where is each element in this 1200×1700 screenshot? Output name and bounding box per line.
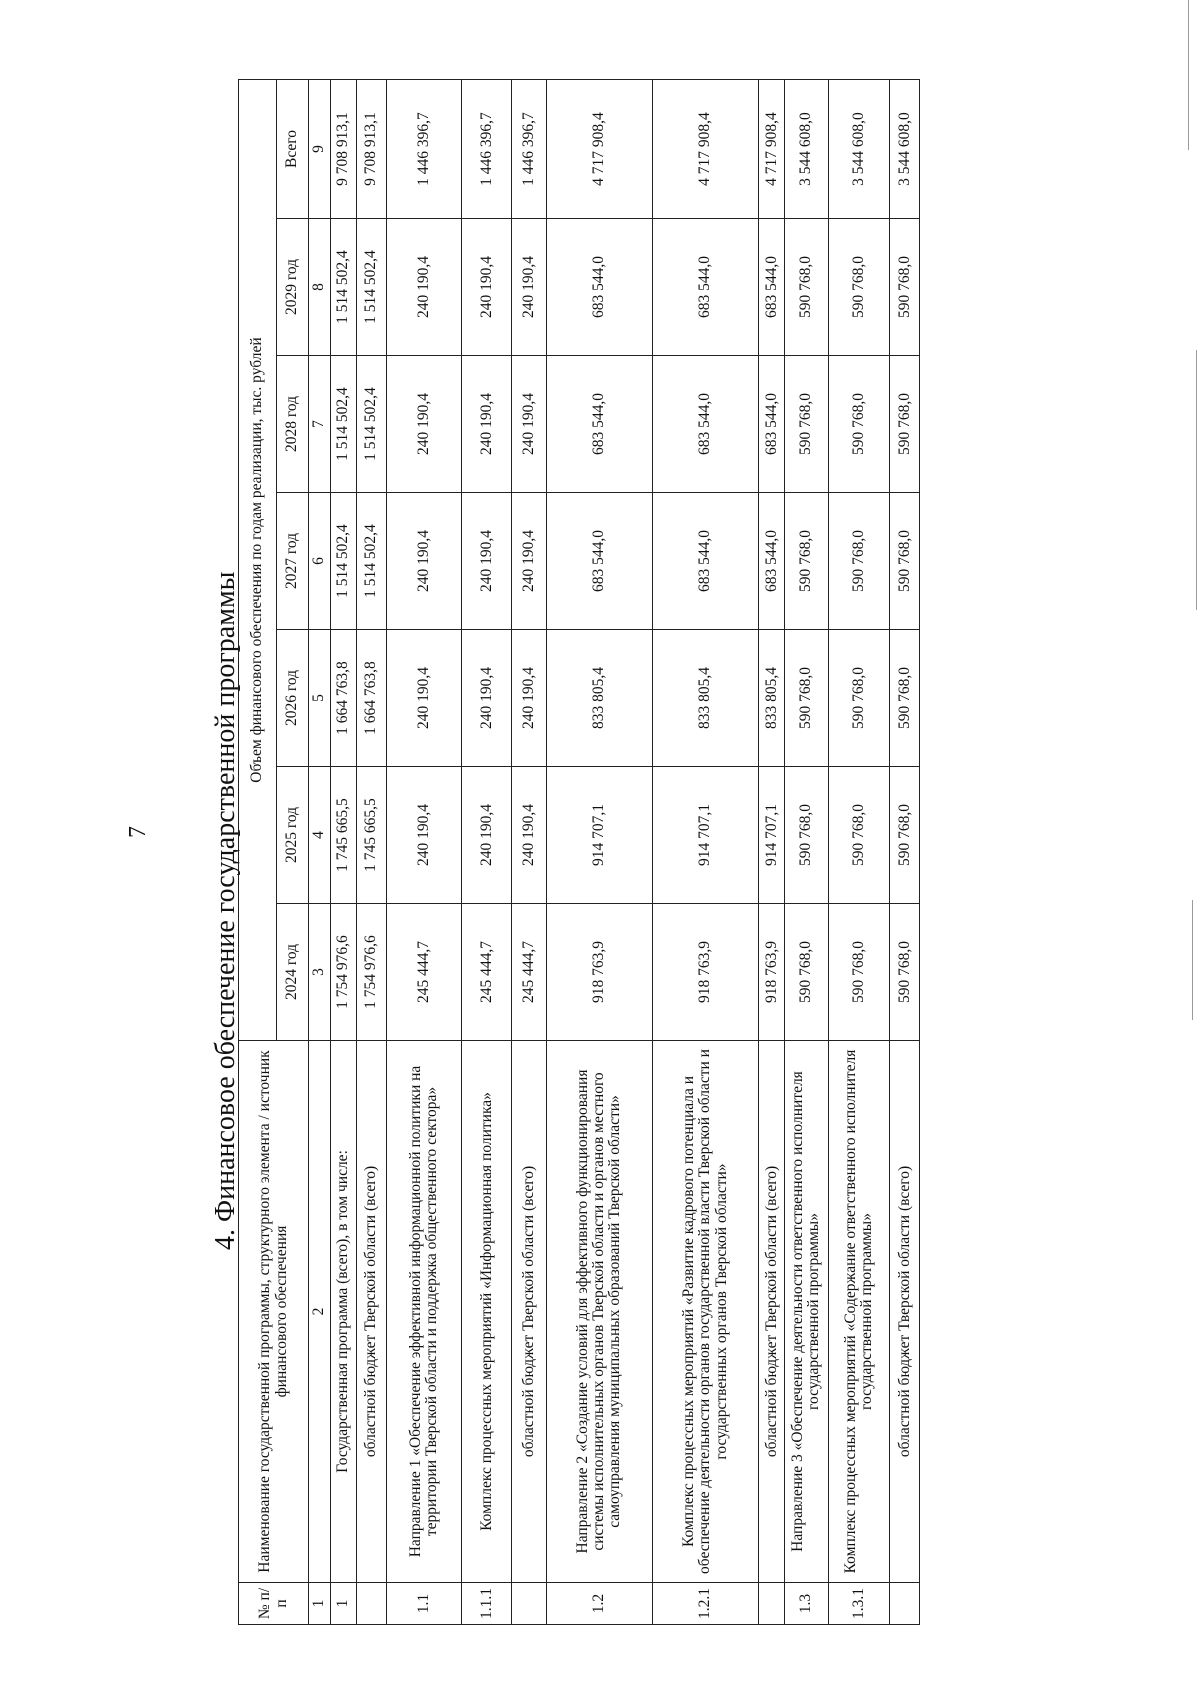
row-year-value: 240 190,4 [386,630,461,767]
row-name: областной бюджет Тверской области (всего) [357,1041,387,1583]
row-year-value: 590 768,0 [828,904,890,1041]
index-cell: 1 [309,1583,331,1625]
row-year-value: 683 544,0 [652,219,758,356]
row-year-value: 240 190,4 [462,493,512,630]
table-row [462,80,512,1625]
row-year-value: 240 190,4 [512,356,546,493]
row-name: Комплекс процессных мероприятий «Информационная политика» [462,1041,512,1583]
index-cell: 8 [309,219,331,356]
row-total-value: 9 708 913,1 [357,80,387,219]
row-year-value: 240 190,4 [386,767,461,904]
table-row [512,80,546,1625]
row-year-value: 1 745 665,5 [357,767,387,904]
row-name: Комплекс процессных мероприятий «Развитие кадрового потенциала и обеспечение деятельности органов государственной власти Тверской области и государственных органов Тверской области» [652,1041,758,1583]
header-year: 2024 год [277,904,309,1041]
row-year-value: 240 190,4 [462,219,512,356]
scan-artifact [1188,0,1189,150]
row-year-value: 1 754 976,6 [331,904,357,1041]
row-year-value: 1 514 502,4 [331,493,357,630]
table-row [785,80,828,1625]
row-year-value: 590 768,0 [828,767,890,904]
page-number: 7 [125,826,151,838]
row-year-value: 683 544,0 [759,493,785,630]
row-year-value: 833 805,4 [546,630,652,767]
index-cell: 5 [309,630,331,767]
row-year-value: 683 544,0 [759,356,785,493]
row-year-value: 240 190,4 [512,219,546,356]
row-year-value: 1 745 665,5 [331,767,357,904]
scan-artifact [1196,350,1197,610]
row-year-value: 833 805,4 [759,630,785,767]
row-number: 1.3 [785,1583,828,1625]
scan-artifact [1192,900,1193,1020]
row-year-value: 590 768,0 [890,767,920,904]
header-volume: Объем финансового обеспечения по годам реализации, тыс. рублей [239,80,277,1041]
row-number: 1.1 [386,1583,461,1625]
row-total-value: 3 544 608,0 [890,80,920,219]
row-number: 1 [331,1583,357,1625]
row-year-value: 240 190,4 [512,493,546,630]
row-year-value: 1 664 763,8 [331,630,357,767]
row-year-value: 1 514 502,4 [357,493,387,630]
row-total-value: 1 446 396,7 [512,80,546,219]
row-year-value: 918 763,9 [546,904,652,1041]
row-year-value: 240 190,4 [462,767,512,904]
row-name: Комплекс процессных мероприятий «Содержание ответственного исполнителя государственной программы» [828,1041,890,1583]
index-cell: 9 [309,80,331,219]
row-name: Направление 1 «Обеспечение эффективной информационной политики на территории Тверской области и поддержка общественного сектора» [386,1041,461,1583]
row-year-value: 683 544,0 [652,493,758,630]
table-body [331,80,920,1625]
row-number: 1.1.1 [462,1583,512,1625]
header-year: 2029 год [277,219,309,356]
header-total: Всего [277,80,309,219]
table-row [331,80,357,1625]
table-row [652,80,758,1625]
row-year-value: 245 444,7 [386,904,461,1041]
header-num: № п/п [239,1583,309,1625]
row-year-value: 590 768,0 [785,767,828,904]
row-year-value: 914 707,1 [652,767,758,904]
row-total-value: 4 717 908,4 [759,80,785,219]
section-title: 4. Финансовое обеспечение государственной программы [210,571,241,1250]
row-year-value: 590 768,0 [828,630,890,767]
row-year-value: 1 514 502,4 [331,356,357,493]
table-row [759,80,785,1625]
row-total-value: 4 717 908,4 [546,80,652,219]
row-total-value: 3 544 608,0 [785,80,828,219]
header-year: 2028 год [277,356,309,493]
row-year-value: 1 514 502,4 [357,356,387,493]
row-total-value: 3 544 608,0 [828,80,890,219]
row-year-value: 245 444,7 [462,904,512,1041]
index-cell: 3 [309,904,331,1041]
row-year-value: 590 768,0 [890,630,920,767]
row-number [759,1583,785,1625]
row-year-value: 918 763,9 [759,904,785,1041]
row-total-value: 1 446 396,7 [462,80,512,219]
table-row [546,80,652,1625]
row-year-value: 240 190,4 [462,630,512,767]
table-row [890,80,920,1625]
header-year: 2025 год [277,767,309,904]
index-cell: 6 [309,493,331,630]
row-number: 1.3.1 [828,1583,890,1625]
row-year-value: 590 768,0 [890,904,920,1041]
row-name: Направление 3 «Обеспечение деятельности ответственного исполнителя государственной программы» [785,1041,828,1583]
row-name: Направление 2 «Создание условий для эффективного функционирования системы исполнительных органов Тверской области и органов местного самоуправления муниципальных образований Тверской области» [546,1041,652,1583]
row-year-value: 1 754 976,6 [357,904,387,1041]
row-year-value: 1 514 502,4 [357,219,387,356]
row-name: областной бюджет Тверской области (всего) [759,1041,785,1583]
row-year-value: 833 805,4 [652,630,758,767]
row-total-value: 4 717 908,4 [652,80,758,219]
row-year-value: 914 707,1 [759,767,785,904]
row-year-value: 683 544,0 [652,356,758,493]
row-year-value: 683 544,0 [546,219,652,356]
row-number [890,1583,920,1625]
row-number: 1.2 [546,1583,652,1625]
row-year-value: 590 768,0 [828,356,890,493]
header-year: 2026 год [277,630,309,767]
row-year-value: 914 707,1 [546,767,652,904]
row-year-value: 590 768,0 [785,219,828,356]
row-year-value: 590 768,0 [785,904,828,1041]
finance-table [238,79,920,1625]
row-year-value: 590 768,0 [890,219,920,356]
row-year-value: 590 768,0 [828,493,890,630]
row-year-value: 590 768,0 [785,493,828,630]
row-total-value: 1 446 396,7 [386,80,461,219]
row-year-value: 240 190,4 [512,767,546,904]
row-year-value: 683 544,0 [759,219,785,356]
row-year-value: 240 190,4 [462,356,512,493]
row-year-value: 683 544,0 [546,356,652,493]
row-number: 1.2.1 [652,1583,758,1625]
row-year-value: 590 768,0 [785,356,828,493]
row-year-value: 240 190,4 [512,630,546,767]
row-year-value: 683 544,0 [546,493,652,630]
table-row [828,80,890,1625]
row-year-value: 240 190,4 [386,493,461,630]
rotated-table-wrapper [238,80,920,1625]
table-row [357,80,387,1625]
row-year-value: 240 190,4 [386,356,461,493]
row-number [512,1583,546,1625]
index-cell: 2 [309,1041,331,1583]
row-number [357,1583,387,1625]
row-year-value: 590 768,0 [890,356,920,493]
row-year-value: 1 664 763,8 [357,630,387,767]
table-row [386,80,461,1625]
row-year-value: 245 444,7 [512,904,546,1041]
header-year: 2027 год [277,493,309,630]
index-cell: 4 [309,767,331,904]
row-name: Государственная программа (всего), в том числе: [331,1041,357,1583]
row-year-value: 590 768,0 [828,219,890,356]
row-year-value: 918 763,9 [652,904,758,1041]
row-year-value: 590 768,0 [785,630,828,767]
header-name: Наименование государственной программы, структурного элемента / источник финансового обеспечения [239,1041,309,1583]
index-cell: 7 [309,356,331,493]
row-total-value: 9 708 913,1 [331,80,357,219]
row-year-value: 1 514 502,4 [331,219,357,356]
row-year-value: 590 768,0 [890,493,920,630]
row-name: областной бюджет Тверской области (всего) [890,1041,920,1583]
row-name: областной бюджет Тверской области (всего) [512,1041,546,1583]
row-year-value: 240 190,4 [386,219,461,356]
